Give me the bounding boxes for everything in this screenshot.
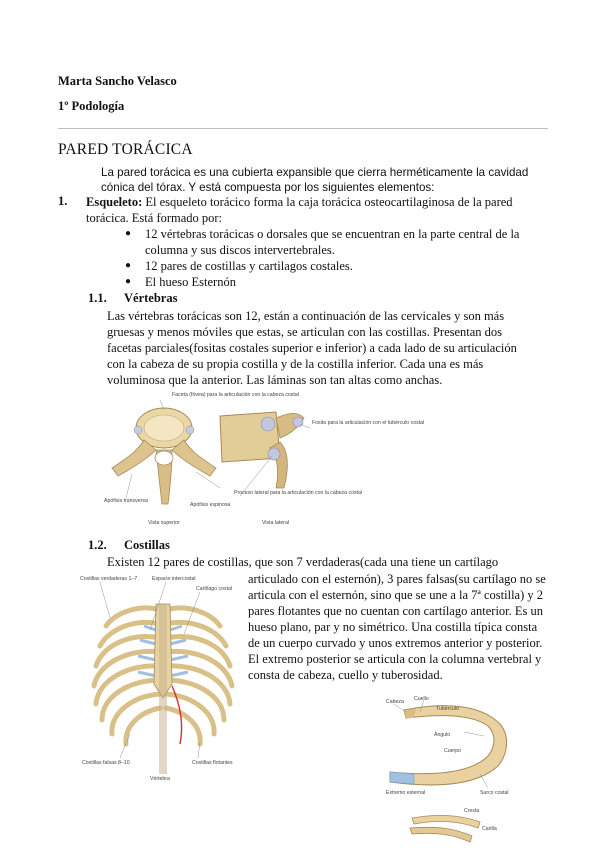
- section-1-1-title: Vértebras: [124, 291, 178, 305]
- rib-figure: [384, 696, 522, 848]
- section-1-paragraph: [86, 194, 536, 226]
- thorax-label: Vértebra: [150, 776, 170, 782]
- rib-label: Tubérculo: [436, 706, 459, 712]
- rib-label: Cresta: [464, 808, 480, 814]
- vertebra-label: Fosita para la articulación con el tubérculo costal: [312, 420, 425, 426]
- thorax-label: Espacio intercostal: [152, 576, 196, 582]
- vertebra-lateral-view: [220, 412, 304, 488]
- author-name: Marta Sancho Velasco: [58, 74, 177, 88]
- rib-label: Cabeza: [386, 699, 404, 705]
- section-1-1-paragraph: Las vértebras torácicas son 12, están a continuación de las cervicales y son más gruesas y menos móviles que estas, se articulan con las costillas. Presentan dos facetas parciales(fositas costales superior e inferior) a cada lado de su articulación con la cabeza de su propia costilla y de la costilla inferior. Cada una es más voluminosa que la anterior. Las láminas son tan altas como anchas.: [107, 309, 517, 387]
- vertebra-label: Proceso lateral para la articulación con la cabeza costal: [234, 490, 363, 496]
- rib-label: Cuello: [414, 696, 429, 702]
- rib-label: Ángulo: [434, 732, 451, 738]
- thorax-illustration: [80, 574, 246, 788]
- thorax-label: Costillas falsas 8–10: [82, 760, 130, 766]
- section-1-2-paragraph: articulado con el esternón), 3 pares falsas(su cartílago no se articula con el esternón, sino que se une a la 7ª costilla) y 2 pares flotantes que no cuentan con cartílago anterior. Es un hueso plano, par y no simétrico. Una costilla típica consta de un cuerpo curvado y unos extremos anterior y posterior. El extremo posterior se articula con la columna vertebral y consta de cabeza, cuello y tuberosidad.: [248, 572, 546, 682]
- list-item-text: 12 pares de costillas y cartilagos costales.: [145, 259, 353, 273]
- vertebra-label: Vista superior: [148, 520, 180, 526]
- rib-illustration: [384, 696, 522, 848]
- intro-paragraph: La pared torácica es una cubierta expansible que cierra herméticamente la cavidad cónica del tórax. Y está compuesta por los siguientes elementos:: [101, 166, 529, 194]
- thorax-figure: [80, 574, 246, 788]
- rib-label: Carilla: [482, 826, 497, 832]
- section-1-2-number: 1.2.: [88, 538, 107, 552]
- rib-label: Surco costal: [480, 790, 509, 796]
- thorax-label: Costillas verdaderas 1–7: [80, 576, 138, 582]
- list-item-text: 12 vértebras torácicas o dorsales que se encuentran en la parte central de la columna y sus discos intervertebrales.: [145, 227, 520, 257]
- section-1-text: El esqueleto torácico forma la caja torácica osteocartilaginosa de la pared torácica. Está formado por:: [86, 195, 513, 225]
- rib-label: Extremo esternal: [386, 790, 426, 796]
- list-item-text: El hueso Esternón: [145, 275, 236, 289]
- bullet-icon: ●: [125, 260, 132, 271]
- vertebra-superior-view: [112, 408, 216, 504]
- vertebra-label: Apófisis transversa: [104, 498, 148, 504]
- section-1-heading: Esqueleto:: [86, 195, 143, 209]
- vertebra-label: Vista lateral: [262, 520, 290, 526]
- page-title: PARED TORÁCICA: [58, 141, 193, 158]
- section-1-1-number: 1.1.: [88, 291, 107, 305]
- header-divider: [58, 128, 548, 129]
- rib-label: Cuerpo: [444, 748, 462, 754]
- bullet-icon: ●: [125, 228, 132, 239]
- bullet-icon: ●: [125, 276, 132, 287]
- section-1-2-paragraph-first-line: Existen 12 pares de costillas, que son 7 verdaderas(cada una tiene un cartílago: [107, 555, 499, 569]
- thorax-label: Cartílago costal: [196, 586, 233, 592]
- section-1-2-title: Costillas: [124, 538, 170, 552]
- vertebra-illustration: [100, 388, 425, 530]
- vertebra-label: Apófisis espinosa: [190, 502, 231, 508]
- section-1-number: 1.: [58, 194, 68, 208]
- thorax-label: Costillas flotantes: [192, 760, 233, 766]
- course-name: 1º Podología: [58, 99, 125, 113]
- vertebra-figure: [100, 388, 425, 530]
- vertebra-label: Faceta (fóvea) para la articulación con la cabeza costal: [172, 392, 299, 398]
